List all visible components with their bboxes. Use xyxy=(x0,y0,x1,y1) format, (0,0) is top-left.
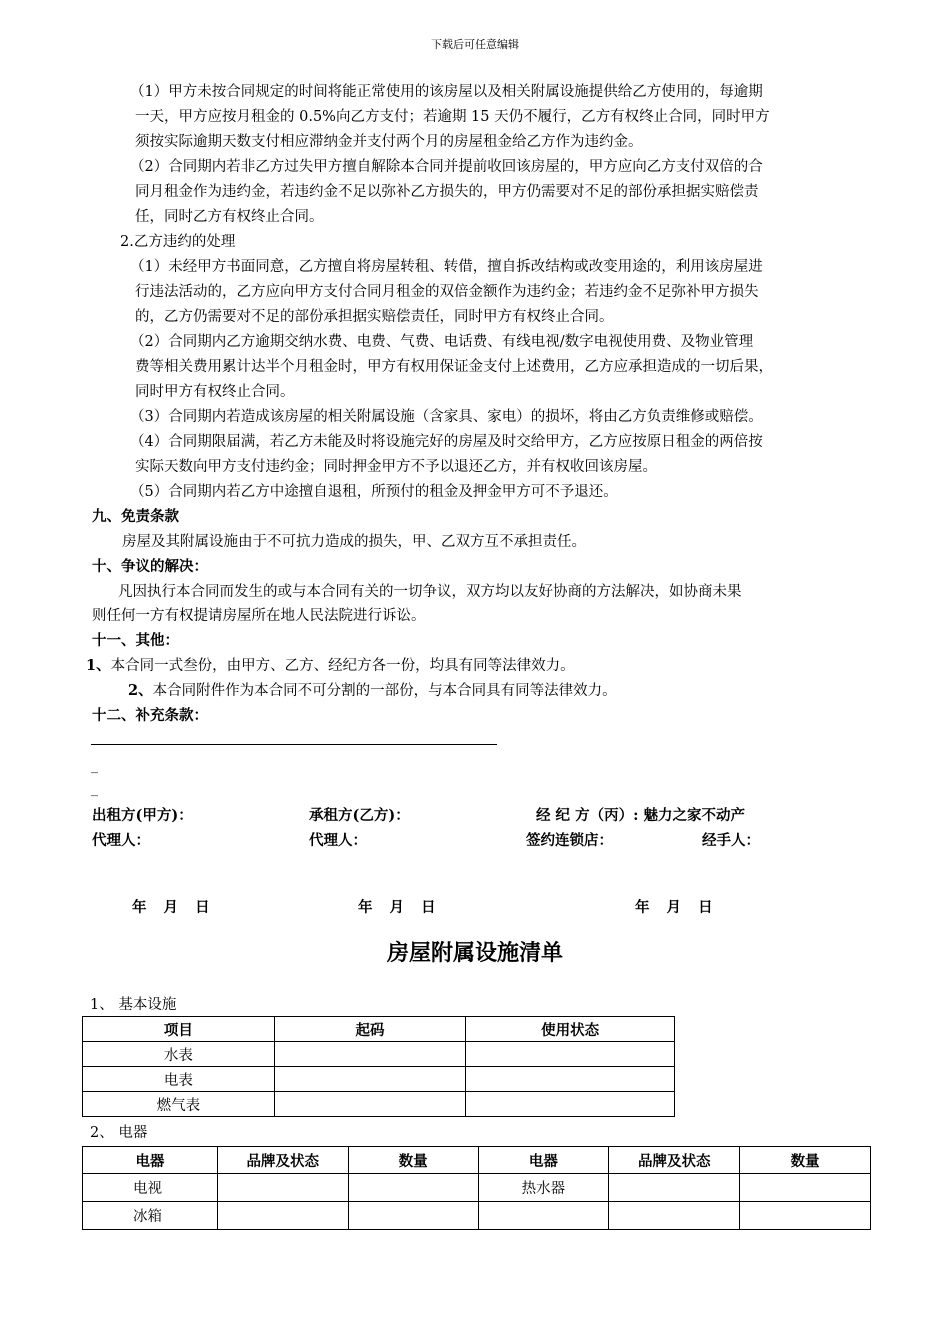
table-header: 品牌及状态 xyxy=(217,1147,348,1174)
table-cell xyxy=(274,1042,466,1067)
subsection-heading: 2.乙方违约的处理 xyxy=(120,234,236,250)
date-field: 年 月 日 xyxy=(132,899,210,916)
para-line: 实际天数向甲方支付违约金；同时押金甲方不予以退还乙方，并有权收回该房屋。 xyxy=(135,459,657,475)
table-cell xyxy=(274,1067,466,1092)
para-line: 房屋及其附属设施由于不可抗力造成的损失，甲、乙双方互不承担责任。 xyxy=(122,534,586,550)
para-line: （2）合同期内乙方逾期交纳水费、电费、气费、电话费、有线电视/数字电视使用费、及物业管理 xyxy=(130,334,754,350)
para-line: （1）甲方未按合同规定的时间将能正常使用的该房屋以及相关附属设施提供给乙方使用的，每逾期 xyxy=(130,84,763,100)
lessor-label: 出租方(甲方)： xyxy=(92,807,193,824)
table-cell: 热水器 xyxy=(478,1174,609,1202)
para-line: 一天，甲方应按月租金的 0.5%向乙方支付；若逾期 15 天仍不履行，乙方有权终止合同，同时甲方 xyxy=(135,109,770,125)
table-header: 电器 xyxy=(478,1147,609,1174)
facility-list-title: 房屋附属设施清单 xyxy=(386,941,563,966)
list-text: 本合同一式叁份，由甲方、乙方、经纪方各一份，均具有同等法律效力。 xyxy=(110,658,575,674)
table-header: 项目 xyxy=(83,1017,275,1042)
table-cell xyxy=(274,1092,466,1117)
table-cell xyxy=(348,1174,478,1202)
list-text: 本合同附件作为本合同不可分割的一部份，与本合同具有同等法律效力。 xyxy=(152,683,617,699)
agent-label: 代理人： xyxy=(92,832,150,849)
para-line: 须按实际逾期天数支付相应滞纳金并支付两个月的房屋租金给乙方作为违约金。 xyxy=(135,134,643,150)
para-line: 同时甲方有权终止合同。 xyxy=(135,384,295,400)
table-header-row xyxy=(83,1017,675,1042)
table-cell: 冰箱 xyxy=(83,1202,218,1230)
table-row xyxy=(83,1042,675,1067)
para-line: 凡因执行本合同而发生的或与本合同有关的一切争议，双方均以友好协商的方法解决，如协商未果 xyxy=(118,584,742,600)
list-number: 2、 xyxy=(128,682,153,699)
store-label: 签约连锁店： xyxy=(526,832,613,849)
para-line: 同月租金作为违约金，若违约金不足以弥补乙方损失的，甲方仍需要对不足的部份承担据实赔偿责 xyxy=(135,184,759,200)
para-line: （2）合同期内若非乙方过失甲方擅自解除本合同并提前收回该房屋的，甲方应向乙方支付双倍的合 xyxy=(130,159,763,175)
para-line: 任，同时乙方有权终止合同。 xyxy=(135,209,324,225)
table-cell xyxy=(466,1067,675,1092)
header-note: 下载后可任意编辑 xyxy=(431,38,519,51)
table-cell xyxy=(466,1042,675,1067)
table-cell xyxy=(609,1202,740,1230)
para-line: （4）合同期限届满，若乙方未能及时将设施完好的房屋及时交给甲方，乙方应按原日租金的两倍按 xyxy=(130,434,763,450)
list-number: 1、 xyxy=(86,657,111,674)
table-cell xyxy=(609,1174,740,1202)
para-line: （1）未经甲方书面同意，乙方擅自将房屋转租、转借，擅自拆改结构或改变用途的，利用该房屋进 xyxy=(130,259,763,275)
table-row xyxy=(83,1202,871,1230)
table-row xyxy=(83,1067,675,1092)
basic-facilities-table xyxy=(82,1016,675,1117)
table-cell xyxy=(478,1202,609,1230)
supplement-line xyxy=(91,744,497,745)
table-cell: 电视 xyxy=(83,1174,218,1202)
table-header: 数量 xyxy=(740,1147,871,1174)
appliances-heading: 2、 电器 xyxy=(90,1125,148,1141)
table-cell xyxy=(217,1174,348,1202)
table-cell: 水表 xyxy=(83,1042,275,1067)
table-cell xyxy=(740,1174,871,1202)
lessee-label: 承租方(乙方)： xyxy=(309,807,410,824)
section-heading: 十一、其他： xyxy=(92,632,179,649)
date-field: 年 月 日 xyxy=(358,899,436,916)
table-cell xyxy=(348,1202,478,1230)
para-line: 则任何一方有权提请房屋所在地人民法院进行诉讼。 xyxy=(92,608,426,624)
date-field: 年 月 日 xyxy=(635,899,713,916)
supplement-dash: _ xyxy=(91,781,98,797)
table-header: 使用状态 xyxy=(466,1017,675,1042)
para-line: 的，乙方仍需要对不足的部份承担据实赔偿责任，同时甲方有权终止合同。 xyxy=(135,309,614,325)
table-row xyxy=(83,1174,871,1202)
agent-label: 代理人： xyxy=(309,832,367,849)
supplement-dash: _ xyxy=(91,758,98,774)
table-row xyxy=(83,1092,675,1117)
table-header: 数量 xyxy=(348,1147,478,1174)
appliances-table xyxy=(82,1146,871,1230)
table-cell: 燃气表 xyxy=(83,1092,275,1117)
table-header: 品牌及状态 xyxy=(609,1147,740,1174)
section-heading: 十、争议的解决： xyxy=(92,558,208,575)
table-cell xyxy=(466,1092,675,1117)
table-cell xyxy=(217,1202,348,1230)
section-heading: 九、免责条款 xyxy=(92,508,179,525)
para-line: （3）合同期内若造成该房屋的相关附属设施（含家具、家电）的损坏，将由乙方负责维修或赔偿。 xyxy=(130,409,763,425)
list-item xyxy=(86,654,575,679)
para-line: （5）合同期内若乙方中途擅自退租，所预付的租金及押金甲方可不予退还。 xyxy=(130,484,618,500)
list-item xyxy=(128,679,617,704)
para-line: 费等相关费用累计达半个月租金时，甲方有权用保证金支付上述费用，乙方应承担造成的一切后果， xyxy=(135,359,773,375)
handler-label: 经手人： xyxy=(702,832,760,849)
table-header-row xyxy=(83,1147,871,1174)
table-header: 起码 xyxy=(274,1017,466,1042)
section-heading: 十二、补充条款： xyxy=(92,707,208,724)
broker-label: 经 纪 方（丙）: 魅力之家不动产 xyxy=(536,807,745,824)
para-line: 行违法活动的，乙方应向甲方支付合同月租金的双倍金额作为违约金；若违约金不足弥补甲方损失 xyxy=(135,284,759,300)
table-cell xyxy=(740,1202,871,1230)
table-header: 电器 xyxy=(83,1147,218,1174)
basic-facilities-heading: 1、 基本设施 xyxy=(90,997,177,1013)
table-cell: 电表 xyxy=(83,1067,275,1092)
